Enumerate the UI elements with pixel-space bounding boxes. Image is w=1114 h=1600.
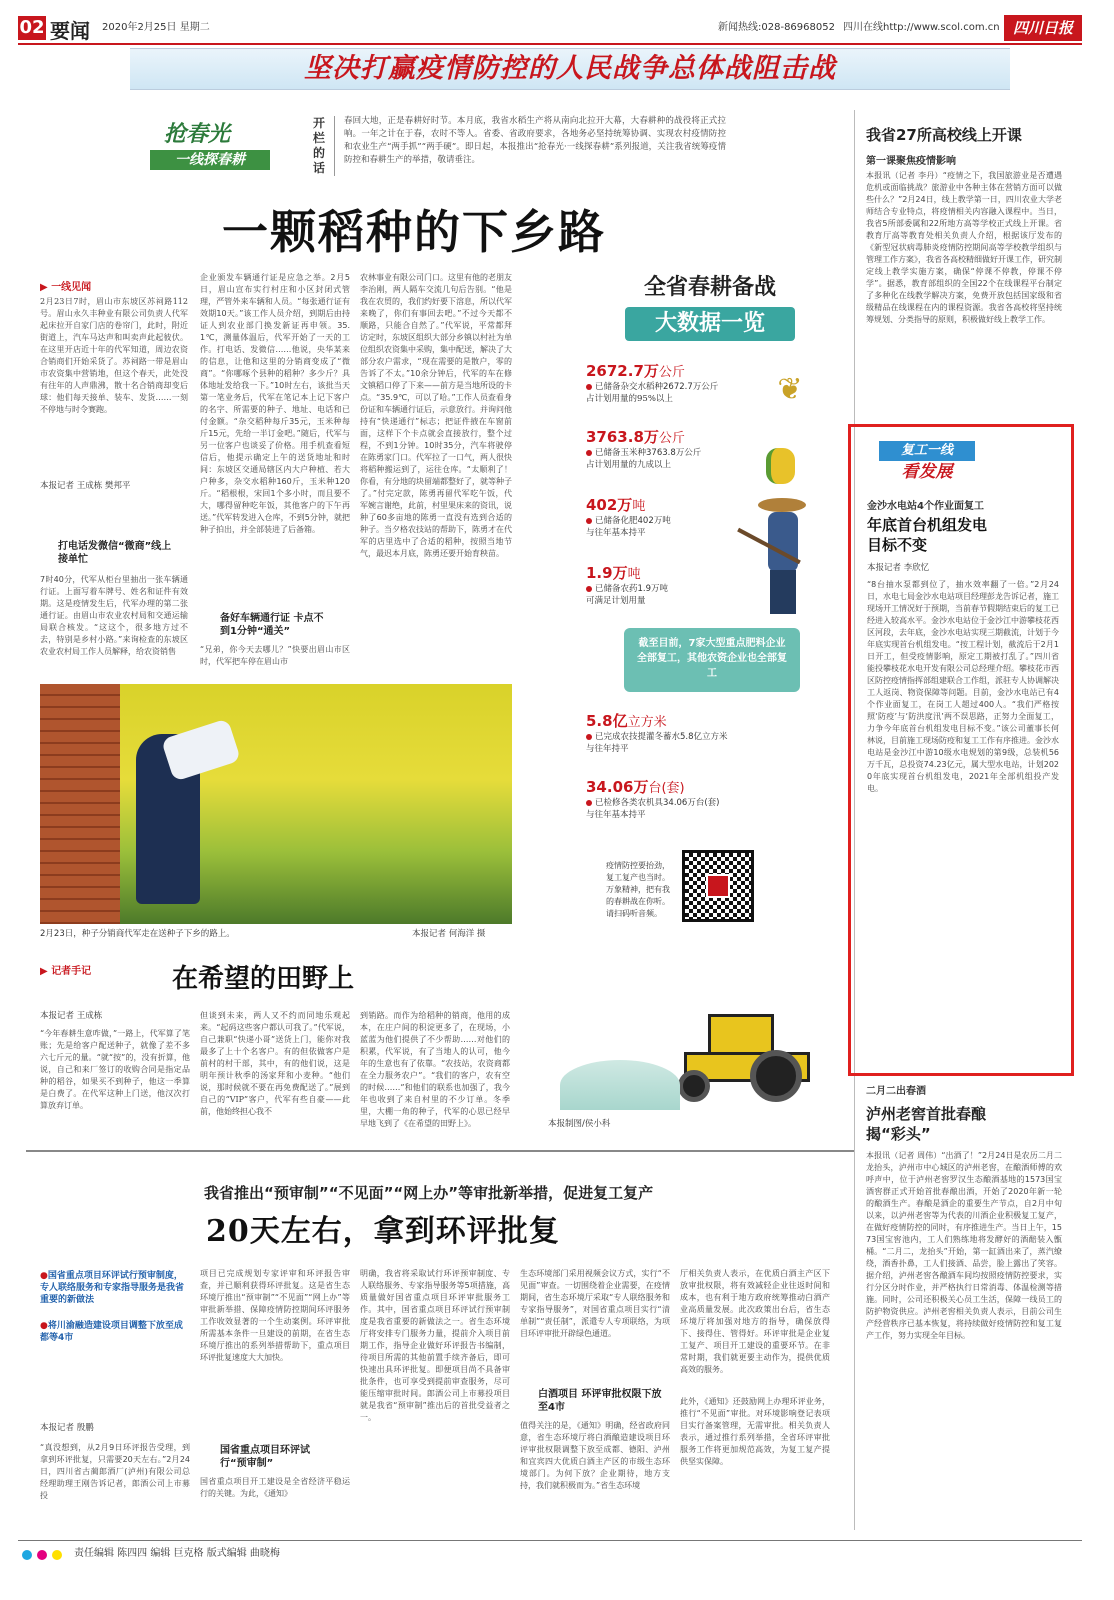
stat-3 bbox=[586, 494, 736, 539]
stat-1-line1: 已储备杂交水稻种2672.7万公斤 bbox=[595, 382, 719, 392]
stat-bullet-icon bbox=[586, 518, 592, 524]
subhead-2: 备好车辆通行证 卡点不到1分钟“通关” bbox=[220, 613, 324, 637]
stat-2-line2: 占计划用量的九成以上 bbox=[586, 460, 672, 470]
bottom-subhead-1: 国省重点项目环评试行“预审制” bbox=[220, 1445, 310, 1469]
photo-brick-wall bbox=[40, 684, 120, 924]
banner bbox=[130, 48, 1010, 90]
story2-headline: 泸州老窖首批春酿揭“彩头” bbox=[866, 1105, 987, 1143]
story2-kicker: 二月二出春酒 bbox=[866, 1086, 926, 1097]
field-ground bbox=[560, 1060, 680, 1110]
stat-4-value: 1.9万 bbox=[586, 564, 628, 582]
tractor-rear-wheel-icon bbox=[750, 1050, 802, 1102]
corn-icon bbox=[766, 448, 795, 484]
stat-1-value: 2672.7万 bbox=[586, 362, 659, 380]
stat-4-line2: 可满足计划用量 bbox=[586, 596, 646, 606]
feature-photo bbox=[40, 684, 512, 924]
bullet-dot-icon: ● bbox=[40, 1271, 48, 1281]
news-hotline: 新闻热线:028-86968052 bbox=[718, 22, 835, 33]
box-logo bbox=[879, 441, 975, 483]
tag-reporter-notes bbox=[40, 962, 91, 977]
essay-col3: 到销路。而作为给稻种的销商，他用的成本，在庄户间的积淀更多了，在现场，小蓝蓝为他们提供了不少帮助……对他们的积累，代军说，有了当地人的认可，他今年的生意也有了依靠。“农技站，农资商都在全力服务农户”。“我们的客户，农有空的时候……”和他们的联系也加强了，我今年也收到了来自村里的不少订单。冬季里，大棚一角的种子，代军的心思已经早早地飞到了《在希望的田野上》。 bbox=[360, 1011, 510, 1128]
tractor-front-wheel-icon bbox=[678, 1070, 710, 1102]
stat-6 bbox=[586, 776, 806, 821]
bullet-dot-icon: ● bbox=[40, 1321, 48, 1331]
farmer-hat-icon bbox=[758, 498, 806, 512]
bottom-col2b: 国省重点项目开工建设是全省经济平稳运行的关键。为此，《通知》 bbox=[200, 1477, 350, 1498]
stat-2-line1: 已储备玉米种3763.8万公斤 bbox=[595, 448, 702, 458]
feature-col2-text: 企业颁发车辆通行证是应急之举。2月5日，眉山宣布实行村庄和小区封闭式管理，严管外来车辆和人员。“每张通行证有效期10天。”该工作人员介绍，到期后由持证人到农业部门换发新证再申领。35.1℃，测量体温后，代军开始了一天的工作。打电话、发微信……他说，央华某来的信息，让他和这里的分销商变成了“微商”。“你哪啄个县种的稻种？多少斤？具体地址发给我一下。”10时左右，该批当天第一笔业务后，代军在笔记本上记下客户的名字、所需要的种子、地址、电话和已付金额。“杂交稻种每斤35元，玉米种每斤15元，先给一半订金吧。”随后，代军与另一位客户也谈妥了价格。用手机查看短信后，他提示确定上午的送货地址和时间：东坡区交通局辖区内大户种植、若大户种多，杂交水稻种160斤，玉米种120斤。“稻根根，宋回1个多小时，而且要不大，哪得留种吃年饭，其他客户的下午再送。”代军转发进入仓库，不到5分钟，就把种子拍出，并全部装进了后备箱。 bbox=[200, 273, 350, 534]
tag-frontline bbox=[40, 278, 91, 293]
story2-text: 本报讯（记者 周伟）“出酒了！”2月24日是农历二月二龙抬头，泸州市中心城区的泸州老窖，在酿酒师傅的欢呼声中，位于泸州老窖罗汉生态酿酒基地的1573国宝酒窖群正式开始首批春酿出酒，开始了2020年新一轮的酿酒生产。春酿是酒企的重要生产节点，自2月中旬以来，以泸州老窖等为代表的川酒企业积极复工复产，在做好疫情防控的同时，有序推进生产。当日上午，1573国宝窖池内，工人们熟练地将发酵好的酒醅装入甑桶。“二月二，龙抬头”开始，第一缸酒出来了，蒸汽缭绕，酒香扑鼻，工人们接酒、品尝，脸上露出了笑容。据介绍，泸州老窖各酿酒车间均按照疫情防控要求，实行分区分时作业，并严格执行日常消毒、体温检测等措施。同时，公司还积极关心员工生活，保障一线员工的防护物资供应。泸州老窖相关负责人表示，目前公司生产经营秩序已基本恢复，将持续做好疫情防控和复工复产工作，努力实现全年目标。 bbox=[866, 1151, 1062, 1340]
bottom-col4b: 值得关注的是，《通知》明确，经省政府同意，省生态环境厅将白酒酿造建设项目环评审批权限调整下放至成都、德阳、泸州和宜宾四大优质白酒主产区的市级生态环境部门。为何下放？企业期待，地方支持，我们就积极而为。”省生态环境 bbox=[520, 1421, 670, 1490]
box-logo-top: 复工一线 bbox=[879, 441, 975, 461]
infographic-title-bottom: 大数据一览 bbox=[625, 307, 795, 341]
feature-col1-text: 2月23日7时，眉山市东坡区苏祠路112号。眉山永久丰种业有限公司负责人代军起床拉开自家门店的卷帘门，此时，附近街道上，汽车马达声和叫卖声此起彼伏。在这里开店近十年的代军知道，周边农资合销商们开始采货了。苏祠路一带是眉山市农资集中营销地，但这个春天，此处没有往年的人声鼎沸，散十名合销商却变后球：他们每天接单、装车、发货……一刻不停地与时令赛跑。 bbox=[40, 297, 188, 414]
story1-headline: 我省27所高校线上开课 bbox=[866, 126, 1022, 144]
qr-audio-badge bbox=[706, 874, 730, 898]
stat-3-value: 402万 bbox=[586, 496, 633, 514]
byline-1: 本报记者 王成栋 樊邦平 bbox=[40, 481, 131, 491]
infographic-credit: 本报制图/侯小科 bbox=[548, 1119, 611, 1129]
stat-bullet-icon bbox=[586, 450, 592, 456]
stat-3-line2: 与往年基本持平 bbox=[586, 528, 646, 538]
bottom-headline: 20天左右，拿到环评批复 bbox=[206, 1214, 560, 1249]
stat-1 bbox=[586, 360, 776, 405]
bottom-col5b: 此外，《通知》还鼓励网上办理环评业务，推行“不见面”审批。对环境影响登记表项目实行备案管理，无需审批。相关负责人表示，通过推行系列举措，全省环评审批服务工作将更加规范高效，为复工复产提供坚实保障。 bbox=[680, 1397, 830, 1466]
wheat-icon: ❦ bbox=[777, 372, 803, 407]
banner-text: 坚决打赢疫情防控的人民战争总体战阻击战 bbox=[304, 53, 836, 84]
stat-bullet-icon bbox=[586, 734, 592, 740]
tag-frontline-label: 一线见闻 bbox=[51, 282, 92, 293]
story1-text: 本报讯（记者 李丹）“疫情之下，我国旅游业是否遭遇危机或面临挑战？旅游业中各种主体在营销方面可以做些什么？”2月24日，线上教学第一日，四川农业大学老师结合专业特点，将疫情相关内容融入课程中。当日，我省5所部委属和22所地方高等学校正式线上开课。省教育厅高等教育处相关负责人介绍，根据该厅发布的《新型冠状病毒肺炎疫情防控期间高等学校教学组织与管理工作方案》，我省各高校精细做好开课工作，研究制定线上教学实施方案，确保“停课不停教，停课不停学”。据悉，教育部组织的全国22个在线课程平台制定了多种化在线教学解决方案，免费开放包括国家级和省级精品在线课程在内的课程资源。我省各高校将坚持统筹规划、分类指导的原则，积极做好线上教学工作。 bbox=[866, 171, 1062, 324]
stat-bullet-icon bbox=[586, 384, 592, 390]
story1-subhead: 第一课聚焦疫情影响 bbox=[866, 156, 956, 167]
essay-headline: 在希望的田野上 bbox=[172, 964, 355, 994]
tag-reporter-notes-label: 记者手记 bbox=[51, 966, 92, 977]
bottom-lead: “真没想到，从2月9日环评报告受理，到拿到环评批复，只需要20天左右。”2月24日，四川省古蔺郎酒厂(泸州)有限公司总经理助理王刚告诉记者，郎酒公司上市募投 bbox=[40, 1443, 190, 1500]
stat-2-value: 3763.8万 bbox=[586, 428, 659, 446]
magenta-mark-icon bbox=[37, 1550, 47, 1560]
stat-6-unit: 台(套) bbox=[648, 781, 685, 796]
column-logo-top: 抢春光 bbox=[164, 122, 231, 147]
photo-seed-sack bbox=[161, 718, 241, 781]
stat-5-value: 5.8亿 bbox=[586, 712, 628, 730]
stat-6-value: 34.06万 bbox=[586, 778, 649, 796]
feature-col3-text: 农林事业有限公司门口。这里有他的老朋友李治刚，两人隔车交流几句后告别。“他是我在农贸的，我们约好要下溶息，所以代军来晚了，你们有事回去吧。”不过今天都不顺路，只能合自然了。”代军说，平常都拜访定时，东坡区组织大部分乡镇以村社为单位组织农资集中采购，集中配送，解决了大部分农户需求，“现在需要的是散户，零的告诉了不太。”10余分钟后，代军的车在修文镇稻口停了下来——前方是当地所设的卡点。“35.9℃，可以了哈。”工作人员查看身份证和车辆通行证后，示意放行。并询问他持有“快递通行”标志；把证件掖在车窗前面，这样下个卡点就会直接放行，整个过程，不到1分钟。10时35分，汽车将驶停在陈勇家门口。代军拉了一口气，两人很快将稻种搬运到了，运往仓库。“太顺利了！你看，有分地的块留端都整好了，就等种子了。”付完定款，陈勇再留代军吃午饭，代军婉言谢绝，此前，村里果床来的资讯，说种了60多亩地的陈勇一直没有选到合适的种子。当夕格农技站的帮助下，陈勇才在代军的店里选中了合适的稻种，按照当地节气，最迟本月底，陈勇还要开始育秧苗。 bbox=[360, 273, 512, 558]
feature-col2b-text: “兄弟，你今天去哪儿？”快要出眉山市区时，代军把车停在眉山市 bbox=[200, 645, 350, 666]
box-byline: 本报记者 李欣忆 bbox=[867, 563, 930, 573]
box-text: “8台抽水泵都到位了，抽水效率翻了一倍。”2月24日，水电七局金沙水电站项目经理彭龙告诉记者，施工现场开工情况好于预期，当前春节假期结束后的复工已经进入较高水平。金沙水电站位于金沙江中游攀枝花西区河段，去年底，金沙水电站实现三期截流，计划于今年底实现首台机组发电。“按工程计划，截流后于2月1日开工，但受疫情影响，原定工期被打乱了。”四川省能投攀枝花水电开发有限公司总经理介绍。攀枝花市西区防控疫情指挥部组建联合工作组，派驻专人协调解决工人返岗、物资保障等问题。目前，金沙水电站已有4个作业面复工，在岗工人超过400人。“我们严格按照‘防疫’与‘防洪度汛’两不误思路，正努力全面复工，力争今年底首台机组发电目标不变。”该公司董事长何林说，目前施工现场防疫和复工工作有序推进。金沙水电站是金沙江中游10级水电规划的第9级，总装机56万千瓦，总投资74.23亿元，属大型水电站，计划2020年底实现首台机组发电，2021年全部机组投产发电。 bbox=[867, 580, 1059, 793]
header-rule bbox=[18, 43, 1082, 45]
stat-5 bbox=[586, 710, 806, 755]
bottom-byline: 本报记者 殷鹏 bbox=[40, 1423, 94, 1433]
play-icon: ▶ bbox=[40, 282, 48, 293]
callout-box bbox=[624, 628, 800, 692]
website[interactable]: 四川在线http://www.scol.com.cn bbox=[843, 22, 1000, 33]
page-number-badge: 02 bbox=[19, 17, 45, 38]
photo-caption: 2月23日，种子分销商代军走在送种子下乡的路上。 bbox=[40, 929, 235, 939]
stat-1-unit: 公斤 bbox=[658, 365, 685, 380]
stat-3-line1: 已储备化肥402万吨 bbox=[595, 516, 671, 526]
stat-3-unit: 吨 bbox=[632, 499, 646, 514]
bottom-col2: 项目已完成规划专家评审和环评报告审查，并已顺利获得环评批复。这是省生态环境厅推出“预审制”“不见面”“网上办”等审批新举措、保障疫情防控期间环评服务工作收效显著的一个生动案例。环评审批所需基本条件一旦建设的前期，在省生态环境厅推出的系列举措帮助下，重点项目环评批复速度大大加快。 bbox=[200, 1269, 350, 1362]
stat-bullet-icon bbox=[586, 586, 592, 592]
bottom-col5: 厅相关负责人表示，在优质白酒主产区下放审批权限，将有效减轻企业往返时间和成本，也有利于地方政府统筹推动白酒产业高质量发展。此次政策出台后，省生态环境厅将加强对地方的指导，确保放得下、接得住、管得好。环评审批是企业复工复产、项目开工建设的重要环节。在非常时期，我们就更要主动作为，提供优质高效的服务。 bbox=[680, 1269, 830, 1374]
section-title: 要闻 bbox=[50, 19, 90, 43]
stat-5-unit: 立方米 bbox=[627, 715, 667, 730]
yellow-mark-icon bbox=[52, 1550, 62, 1560]
bottom-subhead-2: 白酒项目 环评审批权限下放至4市 bbox=[538, 1389, 662, 1413]
essay-byline: 本报记者 王成栋 bbox=[40, 1011, 103, 1021]
footer-rule bbox=[18, 1540, 1082, 1541]
stat-2 bbox=[586, 426, 776, 471]
bottom-col4: 生态环境部门采用视频会议方式，实行“不见面”审查。一切围绕着企业需要，在疫情期间，省生态环境厅采取“专人联络服务和专家指导服务”，对国省重点项目实行“清单制”“责任制”，派遣专人专项联络，为项目环评审批开辟绿色通道。 bbox=[520, 1269, 670, 1338]
intro-label: 开栏的话 bbox=[313, 116, 326, 175]
issue-date: 2020年2月25日 星期二 bbox=[102, 22, 210, 33]
stat-5-line1: 已完成农技提灌冬蓄水5.8亿立方米 bbox=[595, 732, 728, 742]
photo-credit: 本报记者 何海洋 摄 bbox=[412, 929, 486, 939]
column-logo-bottom: 一线探春耕 bbox=[150, 150, 270, 170]
cyan-mark-icon bbox=[22, 1550, 32, 1560]
highlight-box bbox=[848, 424, 1074, 1076]
feature-col1b-text: 7时40分，代军从柜台里抽出一张车辆通行证。上面写着车牌号、姓名和证件有效期。这是疫情发生后，代军办理的第二张通行证。由眉山市农业农村局和交通运输局联合核发。“这这个，很多地方过不去，特别是乡村小路。”来询检查的东坡区农业农村局工作人员解释，给农资销售 bbox=[40, 575, 188, 656]
infographic-title-top: 全省春耕备战 bbox=[643, 275, 776, 300]
box-kicker: 金沙水电站4个作业面复工 bbox=[867, 501, 984, 512]
stat-4 bbox=[586, 562, 736, 607]
play-icon: ▶ bbox=[40, 966, 48, 977]
color-registration-marks bbox=[22, 1545, 66, 1557]
bottom-bullet-2-text: 将川渝融造建设项目调整下放至成都等4市 bbox=[40, 1321, 183, 1343]
bottom-kicker: 我省推出“预审制”“不见面”“网上办”等审批新举措，促进复工复产 bbox=[204, 1184, 654, 1202]
stat-4-unit: 吨 bbox=[627, 567, 641, 582]
subhead-1: 打电话发微信“微商”线上接单忙 bbox=[58, 541, 172, 565]
stat-6-line1: 已检修各类农机具34.06万台(套) bbox=[595, 798, 720, 808]
newspaper-logo: 四川日报 bbox=[1004, 15, 1082, 41]
farmer-body bbox=[768, 512, 798, 572]
stat-6-line2: 与往年基本持平 bbox=[586, 810, 646, 820]
farmer-legs bbox=[770, 570, 796, 614]
qr-caption: 疫情防控要抬劲，复工复产也当时。万象精神，把有我的春耕战在你听。请扫码听音频。 bbox=[606, 861, 670, 918]
box-logo-bottom: 看发展 bbox=[901, 462, 953, 482]
feature-headline: 一颗稻种的下乡路 bbox=[222, 205, 606, 259]
essay-col1: “今年春耕生意咋做，”一路上，代军算了笔账；先是给客户配送种子，就像了差不多六七斤元的量。“就“按”的，没有折算，他说，自己和来厂签订的收购合同是指定品种的稻谷，如果买不到种子，他这一季算是白费了。在代军这种上门送，他汉次打算放弃订单。 bbox=[40, 1029, 190, 1110]
footer-credits: 责任编辑 陈四四 编辑 巨克格 版式编辑 曲晓梅 bbox=[74, 1548, 280, 1559]
intro-text: 春回大地，正是春耕好时节。本月底，我省水稻生产将从南向北拉开大幕，大春耕种的战役将正式拉响。一年之计在于春，农时不等人。省委、省政府要求，各地务必坚持统筹协调、实现农村疫情防控和农业生产“两手抓”“两手硬”。即日起，本报推出“抢春光·一线探春耕”系列报道，关注我省统筹疫情防控和春耕生产的举措，敬请垂注。 bbox=[344, 116, 726, 165]
essay-col2: 但谈到未来，两人又不约而同地乐观起来。“起码这些客户都认可我了。”代军说，自己兼职“快递小哥”送货上门，能你对我最多了上十个名客户。有的但依做客户是前村的村干部，其中，有的他们说，这是明年预计秋季的汤家拜和小麦种。“他们说，那时候就不要在再免费配送了。”展到自己的“VIP”客户，代军有些自豪——此前，他始终担心我不 bbox=[200, 1011, 350, 1116]
box-headline: 年底首台机组发电目标不变 bbox=[867, 516, 988, 554]
section-rule-bottom bbox=[26, 1150, 854, 1152]
callout-text: 截至目前，7家大型重点肥料企业全部复工，其他农资企业也全部复工 bbox=[637, 638, 787, 679]
stat-bullet-icon bbox=[586, 800, 592, 806]
bottom-bullet-1 bbox=[40, 1270, 188, 1306]
column-logo bbox=[150, 122, 270, 174]
stat-1-line2: 占计划用量的95%以上 bbox=[586, 394, 673, 404]
farmer-illustration bbox=[730, 494, 834, 630]
bottom-bullet-2 bbox=[40, 1320, 188, 1344]
intro-divider bbox=[334, 116, 335, 176]
bottom-bullet-1-text: 国省重点项目环评试行预审制度，专人联络服务和专家指导服务是我省重要的新做法 bbox=[40, 1271, 185, 1305]
bottom-col3: 明确，我省将采取试行环评预审制度、专人联络服务、专家指导服务等5项措施，高质量做好国省重点项目环评审批服务工作。其中，国省重点项目环评试行预审制度是我省重要的新做法之一。省生态环境厅将安排专门服务力量，提前介入项目前期工作，指导企业做好环评报告书编制，待项目所需的其他前置手续齐备后，即可快速出具环评批复。即便项目尚不具备审批条件，也可享受到提前审查服务，尽可能压缩审批时间。郎酒公司上市募投项目就是我省“预审制”推出后的首批受益者之一。 bbox=[360, 1269, 510, 1422]
stat-4-line1: 已储备农药1.9万吨 bbox=[595, 584, 669, 594]
stat-5-line2: 与往年持平 bbox=[586, 744, 629, 754]
stat-2-unit: 公斤 bbox=[658, 431, 685, 446]
